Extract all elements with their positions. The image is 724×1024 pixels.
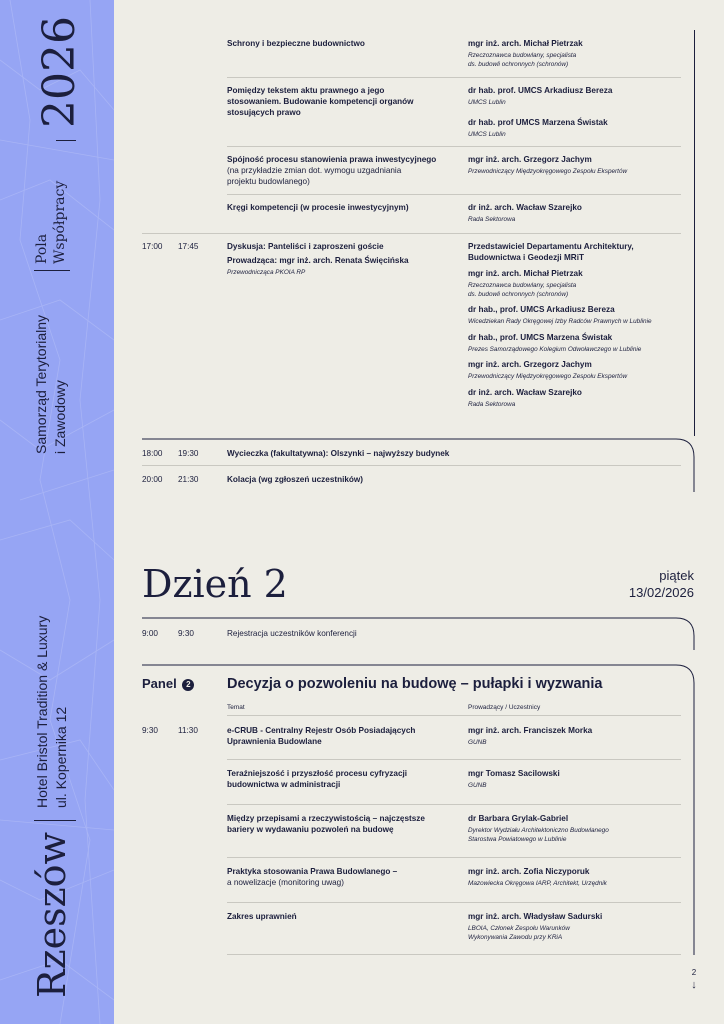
hotel-line1: Hotel Bristol Tradition & Luxury — [34, 615, 50, 808]
dinner-end-time: 21:30 — [178, 475, 199, 484]
dinner-start-time: 20:00 — [142, 475, 163, 484]
debate-speakers: Przedstawiciel Departamentu Architektury, Budownictwa i Geodezji MRiT mgr inż. arch. Michał Pietrzak Rzeczoznawca budowlany, specjalista ds. budowli ochronnych (schronów) dr hab., prof. UMCS Arkadiusz Bereza Wicedziekan Rady Okręgowej Izby Radców Prawnych w Lublinie dr hab., prof. UMCS Marzena Świstak Prezes Samorządowego Kolegium Odwoławczego w Lublinie mgr inż. arch. Grzegorz Jachym Przewodniczący Międzyokręgowego Zespołu Ekspertów dr inż. arch. Wacław Szarejko Rada Sektorowa — [468, 242, 652, 408]
day1-row-topic: Kręgi kompetencji (w procesie inwestycyjnym) — [227, 203, 409, 212]
debate-topic: Dyskusja: Panteliści i zaproszeni goście Prowadząca: mgr inż. arch. Renata Święcińska Przewodnicząca PKOIA RP — [227, 242, 409, 276]
day1-row-speakers: dr inż. arch. Wacław Szarejko Rada Sektorowa — [468, 203, 582, 223]
pola-label: Pola — [34, 233, 50, 264]
row-divider — [227, 759, 681, 760]
panel-number-badge: 2 — [182, 679, 194, 691]
debate-start-time: 17:00 — [142, 242, 163, 251]
panel-row-topic: Zakres uprawnień — [227, 912, 297, 921]
day1-row-speakers: mgr inż. arch. Grzegorz Jachym Przewodniczący Międzyokręgowego Zespołu Ekspertów — [468, 155, 628, 175]
day2-date: 13/02/2026 — [628, 585, 694, 600]
panel-start-time: 9:30 — [142, 726, 158, 735]
panel-row-topic: Teraźniejszość i przyszłość procesu cyfryzacji budownictwa w administracji — [227, 769, 408, 789]
samorzad-line1: Samorząd Terytorialny — [33, 314, 49, 454]
excursion-end-time: 19:30 — [178, 449, 199, 458]
registration-start-time: 9:00 — [142, 629, 158, 638]
panel-row-topic: Między przepisami a rzeczywistością – najczęstsze bariery w wydawaniu pozwoleń na budowę — [227, 814, 425, 834]
debate-end-time: 17:45 — [178, 242, 199, 251]
arrow-down-icon: ↓ — [691, 979, 697, 991]
excursion-start-time: 18:00 — [142, 449, 163, 458]
panel-row-topic: Praktyka stosowania Prawa Budowlanego – a nowelizacje (monitoring uwag) — [227, 867, 398, 887]
day1-row-speakers: dr hab. prof. UMCS Arkadiusz Bereza UMCS Lublin dr hab. prof UMCS Marzena Świstak UMCS Lublin — [468, 86, 613, 138]
hotel-line2: ul. Kopernika 12 — [53, 706, 69, 808]
row-divider — [227, 902, 681, 903]
col-header-speakers: Prowadzący / Uczestnicy — [468, 704, 541, 711]
day1-row-topic: Schrony i bezpieczne budownictwo — [227, 39, 365, 48]
row-divider — [227, 804, 681, 805]
row-divider — [227, 954, 681, 955]
panel-row-speaker: mgr Tomasz Sacilowski GUNB — [468, 769, 560, 789]
excursion-label: Wycieczka (fakultatywna): Olszynki – najwyższy budynek — [227, 449, 450, 458]
panel-row-topic: e-CRUB - Centralny Rejestr Osób Posiadających Uprawnienia Budowlane — [227, 726, 416, 746]
panel-row-speaker: dr Barbara Grylak-Gabriel Dyrektor Wydziału Architektoniczno Budowlanego Starostwa Powiatowego w Lublinie — [468, 814, 609, 843]
day1-row-speakers: mgr inż. arch. Michał Pietrzak Rzeczoznawca budowlany, specjalista ds. budowli ochronnych (schronów) — [468, 39, 583, 68]
col-header-topic: Temat — [227, 704, 245, 711]
day2-title: Dzień 2 — [142, 562, 288, 606]
day1-row-topic: Spójność procesu stanowienia prawa inwestycyjnego (na przykładzie zmian dot. wymogu uzgadniania projektu budowlanego) — [227, 155, 437, 186]
year-label: 2026 — [34, 16, 85, 128]
row-divider — [142, 465, 681, 466]
day2-weekday: piątek — [659, 568, 694, 583]
registration-end-time: 9:30 — [178, 629, 194, 638]
panel-end-time: 11:30 — [178, 726, 198, 735]
panel-row-speaker: mgr inż. arch. Władysław Sadurski LBOIA, Członek Zespołu Warunków Wykonywania Zawodu przy KRiA — [468, 912, 603, 941]
panel-title: Decyzja o pozwoleniu na budowę – pułapki i wyzwania — [227, 676, 603, 692]
panel-row-speaker: mgr inż. arch. Zofia Niczyporuk Mazowiecka Okręgowa IARP, Architekt, Urzędnik — [468, 867, 607, 887]
day1-row-topic: Pomiędzy tekstem aktu prawnego a jego stosowaniem. Budowanie kompetencji organów stosujących prawo — [227, 86, 414, 117]
wspolpracy-label: Współpracy — [52, 180, 68, 264]
row-divider — [227, 715, 681, 716]
registration-label: Rejestracja uczestników konferencji — [227, 629, 357, 638]
panel-label: Panel 2 — [142, 676, 194, 692]
city-label: Rzeszów — [30, 831, 74, 998]
row-divider — [227, 857, 681, 858]
panel-row-speaker: mgr inż. arch. Franciszek Morka GUNB — [468, 726, 593, 746]
dinner-label: Kolacja (wg zgłoszeń uczestników) — [227, 475, 364, 484]
page-number: 2 — [691, 968, 697, 977]
samorzad-line2: i Zawodowy — [52, 380, 68, 454]
